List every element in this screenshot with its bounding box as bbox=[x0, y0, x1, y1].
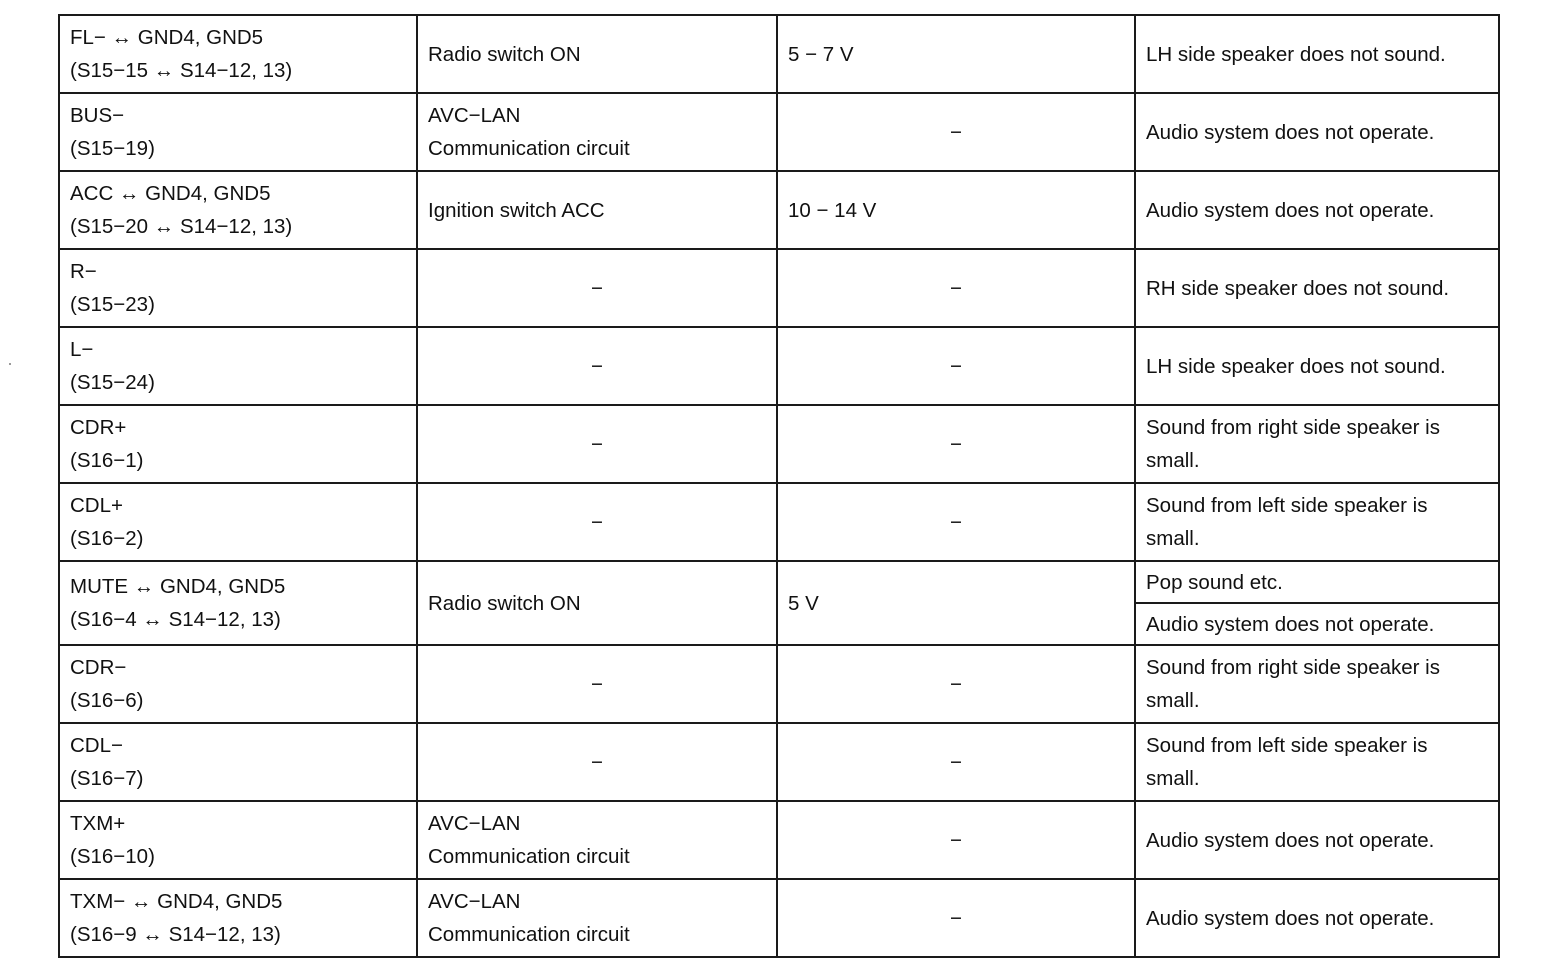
table-row bbox=[59, 645, 1499, 723]
terminal-pins: (S15−15 ↔ S14−12, 13) bbox=[70, 59, 293, 82]
condition-text: AVC−LAN bbox=[428, 890, 521, 913]
terminal-cell bbox=[59, 327, 417, 405]
terminal-cell bbox=[59, 15, 417, 93]
spec-cell bbox=[777, 879, 1135, 957]
condition-text: Radio switch ON bbox=[428, 42, 581, 66]
terminal-pins: (S16−6) bbox=[70, 689, 144, 712]
condition-cell bbox=[417, 645, 777, 723]
condition-cell bbox=[417, 249, 777, 327]
scan-speck bbox=[9, 363, 11, 365]
symptom-text: Audio system does not operate. bbox=[1146, 120, 1435, 144]
terminal-cell bbox=[59, 801, 417, 879]
symptom-text: Audio system does not operate. bbox=[1146, 198, 1435, 222]
condition-text: Communication circuit bbox=[428, 845, 630, 868]
symptom-text: Sound from left side speaker is bbox=[1146, 734, 1428, 757]
spec-cell bbox=[777, 327, 1135, 405]
symptom-text: LH side speaker does not sound. bbox=[1146, 42, 1446, 66]
symptom-cell bbox=[1135, 405, 1499, 483]
spec-cell bbox=[777, 171, 1135, 249]
terminal-cell bbox=[59, 561, 417, 645]
condition-text: Communication circuit bbox=[428, 137, 630, 160]
symptom-cell bbox=[1135, 603, 1499, 645]
terminal-name: L− bbox=[70, 338, 94, 361]
terminal-name: TXM− ↔ GND4, GND5 bbox=[70, 890, 283, 913]
symptom-cell bbox=[1135, 93, 1499, 171]
condition-text: − bbox=[591, 276, 603, 300]
spec-cell bbox=[777, 645, 1135, 723]
condition-cell bbox=[417, 405, 777, 483]
table-row bbox=[59, 405, 1499, 483]
spec-value: − bbox=[950, 276, 962, 300]
table-row bbox=[59, 327, 1499, 405]
symptom-cell bbox=[1135, 645, 1499, 723]
condition-text: − bbox=[591, 354, 603, 378]
terminal-pins: (S15−23) bbox=[70, 293, 155, 316]
condition-cell bbox=[417, 879, 777, 957]
condition-text: − bbox=[591, 672, 603, 696]
terminal-pins: (S16−9 ↔ S14−12, 13) bbox=[70, 923, 281, 946]
table-row bbox=[59, 561, 1499, 603]
spec-cell bbox=[777, 483, 1135, 561]
symptom-cell bbox=[1135, 483, 1499, 561]
terminal-cell bbox=[59, 171, 417, 249]
condition-cell bbox=[417, 327, 777, 405]
spec-value: − bbox=[950, 672, 962, 696]
terminal-pins: (S16−7) bbox=[70, 767, 144, 790]
terminal-pins: (S15−24) bbox=[70, 371, 155, 394]
spec-value: − bbox=[950, 510, 962, 534]
condition-cell bbox=[417, 801, 777, 879]
condition-cell bbox=[417, 93, 777, 171]
terminal-cell bbox=[59, 645, 417, 723]
symptom-text: Sound from left side speaker is bbox=[1146, 494, 1428, 517]
condition-cell bbox=[417, 483, 777, 561]
spec-value: − bbox=[950, 906, 962, 930]
terminal-name: MUTE ↔ GND4, GND5 bbox=[70, 575, 286, 598]
terminal-cell bbox=[59, 879, 417, 957]
symptom-text: small. bbox=[1146, 449, 1200, 472]
symptom-cell bbox=[1135, 327, 1499, 405]
table-row bbox=[59, 171, 1499, 249]
condition-text: − bbox=[591, 432, 603, 456]
terminal-pins: (S16−2) bbox=[70, 527, 144, 550]
condition-cell bbox=[417, 171, 777, 249]
symptom-cell bbox=[1135, 879, 1499, 957]
symptom-text: LH side speaker does not sound. bbox=[1146, 354, 1446, 378]
spec-value: − bbox=[950, 354, 962, 378]
spec-cell bbox=[777, 15, 1135, 93]
symptom-text: Audio system does not operate. bbox=[1146, 906, 1435, 930]
terminal-name: TXM+ bbox=[70, 812, 126, 835]
condition-text: AVC−LAN bbox=[428, 812, 521, 835]
spec-value: − bbox=[950, 120, 962, 144]
table-row bbox=[59, 93, 1499, 171]
condition-text: − bbox=[591, 750, 603, 774]
symptom-text: Sound from right side speaker is bbox=[1146, 416, 1440, 439]
terminal-pins: (S16−10) bbox=[70, 845, 155, 868]
terminal-cell bbox=[59, 405, 417, 483]
terminal-pins: (S15−20 ↔ S14−12, 13) bbox=[70, 215, 293, 238]
condition-cell bbox=[417, 561, 777, 645]
condition-cell bbox=[417, 15, 777, 93]
table-row bbox=[59, 723, 1499, 801]
symptom-cell bbox=[1135, 171, 1499, 249]
condition-text: Radio switch ON bbox=[428, 591, 581, 615]
spec-cell bbox=[777, 93, 1135, 171]
table-row bbox=[59, 801, 1499, 879]
terminal-cell bbox=[59, 93, 417, 171]
terminal-pins: (S15−19) bbox=[70, 137, 155, 160]
terminal-name: CDR+ bbox=[70, 416, 127, 439]
symptom-text: Audio system does not operate. bbox=[1146, 612, 1435, 636]
spec-value: 10 − 14 V bbox=[788, 198, 877, 222]
symptom-cell bbox=[1135, 801, 1499, 879]
spec-value: − bbox=[950, 750, 962, 774]
terminal-name: BUS− bbox=[70, 104, 125, 127]
spec-cell bbox=[777, 405, 1135, 483]
condition-cell bbox=[417, 723, 777, 801]
terminal-name: FL− ↔ GND4, GND5 bbox=[70, 26, 264, 49]
spec-cell bbox=[777, 723, 1135, 801]
spec-value: − bbox=[950, 828, 962, 852]
symptom-cell bbox=[1135, 15, 1499, 93]
table-row bbox=[59, 249, 1499, 327]
terminal-pins: (S16−4 ↔ S14−12, 13) bbox=[70, 608, 281, 631]
spec-value: 5 V bbox=[788, 591, 819, 615]
symptom-text: Pop sound etc. bbox=[1146, 570, 1283, 594]
symptom-text: small. bbox=[1146, 767, 1200, 790]
spec-value: 5 − 7 V bbox=[788, 42, 854, 66]
terminal-name: R− bbox=[70, 260, 97, 283]
symptom-cell bbox=[1135, 723, 1499, 801]
symptom-text: RH side speaker does not sound. bbox=[1146, 276, 1450, 300]
terminal-name: CDL+ bbox=[70, 494, 123, 517]
condition-text: Communication circuit bbox=[428, 923, 630, 946]
terminal-name: ACC ↔ GND4, GND5 bbox=[70, 182, 271, 205]
spec-cell bbox=[777, 561, 1135, 645]
terminal-name: CDL− bbox=[70, 734, 123, 757]
spec-cell bbox=[777, 801, 1135, 879]
terminal-cell bbox=[59, 483, 417, 561]
symptom-text: Audio system does not operate. bbox=[1146, 828, 1435, 852]
terminal-name: CDR− bbox=[70, 656, 127, 679]
terminal-pins: (S16−1) bbox=[70, 449, 144, 472]
spec-cell bbox=[777, 249, 1135, 327]
terminal-spec-table bbox=[58, 14, 1500, 958]
symptom-text: small. bbox=[1146, 689, 1200, 712]
table-row bbox=[59, 879, 1499, 957]
symptom-text: Sound from right side speaker is bbox=[1146, 656, 1440, 679]
condition-text: Ignition switch ACC bbox=[428, 198, 605, 222]
table-row bbox=[59, 15, 1499, 93]
table-row bbox=[59, 483, 1499, 561]
terminal-cell bbox=[59, 249, 417, 327]
symptom-cell bbox=[1135, 561, 1499, 603]
symptom-text: small. bbox=[1146, 527, 1200, 550]
condition-text: − bbox=[591, 510, 603, 534]
symptom-cell bbox=[1135, 249, 1499, 327]
condition-text: AVC−LAN bbox=[428, 104, 521, 127]
terminal-cell bbox=[59, 723, 417, 801]
spec-value: − bbox=[950, 432, 962, 456]
